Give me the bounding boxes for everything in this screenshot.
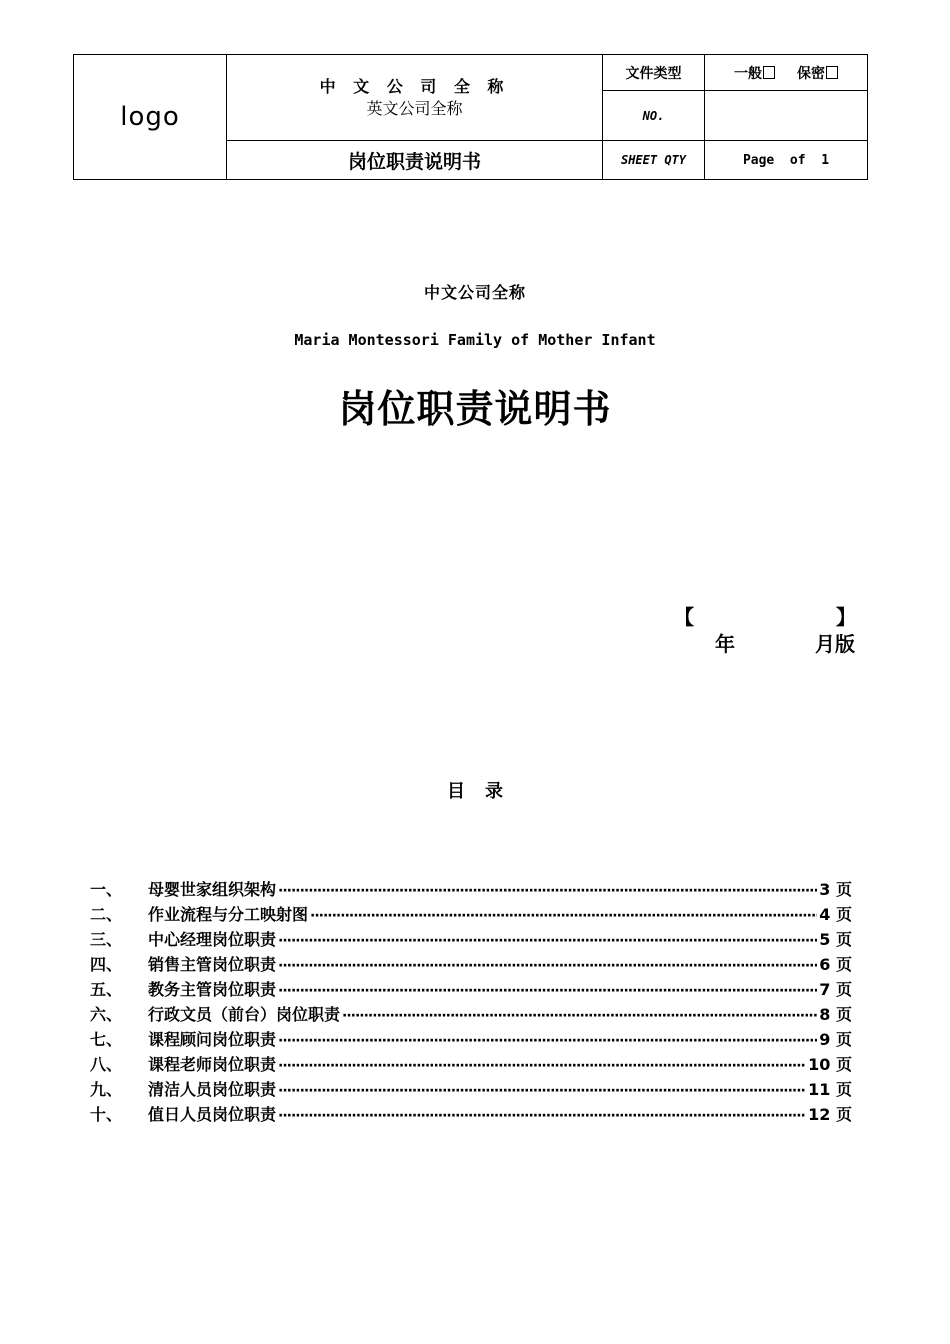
toc-leader-dots bbox=[310, 908, 817, 924]
toc-item-page: 8 页 bbox=[819, 1005, 852, 1024]
toc-leader-dots bbox=[278, 1058, 806, 1074]
toc-item-page: 3 页 bbox=[819, 880, 852, 899]
toc-item-title: 作业流程与分工映射图 bbox=[148, 905, 309, 924]
document-header-table bbox=[73, 54, 868, 180]
logo-placeholder: logo bbox=[74, 55, 227, 180]
page-info: Page of 1 bbox=[705, 141, 868, 180]
toc-item-title: 值日人员岗位职责 bbox=[148, 1105, 277, 1124]
cover-company-en: Maria Montessori Family of Mother Infant bbox=[294, 331, 656, 349]
company-name-cell bbox=[227, 55, 603, 141]
toc-item[interactable] bbox=[90, 952, 852, 977]
option-general-label: 一般 bbox=[734, 65, 762, 82]
file-type-label: 文件类型 bbox=[603, 55, 705, 91]
toc-leader-dots bbox=[278, 933, 817, 949]
toc-item[interactable] bbox=[90, 1002, 852, 1027]
version-month-label: 月版 bbox=[815, 632, 855, 656]
toc-item-number: 二、 bbox=[90, 905, 123, 924]
version-bracket-open: 【 bbox=[674, 605, 694, 629]
toc-heading: 目录 bbox=[447, 781, 523, 802]
company-name-en: 英文公司全称 bbox=[366, 98, 463, 118]
version-bracket-close: 】 bbox=[836, 605, 856, 629]
version-year-label: 年 bbox=[715, 632, 735, 656]
toc-item-number: 九、 bbox=[90, 1080, 123, 1099]
toc-leader-dots bbox=[278, 1083, 806, 1099]
toc-item-page: 4 页 bbox=[819, 905, 852, 924]
toc-item-title: 课程老师岗位职责 bbox=[148, 1055, 277, 1074]
cover-main-title: 岗位职责说明书 bbox=[338, 387, 612, 431]
toc-item-title: 课程顾问岗位职责 bbox=[148, 1030, 277, 1049]
toc-item[interactable] bbox=[90, 1077, 852, 1102]
toc-item-title: 销售主管岗位职责 bbox=[148, 955, 277, 974]
toc-item-page: 10 页 bbox=[808, 1055, 852, 1074]
option-confidential-label: 保密 bbox=[797, 65, 825, 82]
sheet-qty-label: SHEET QTY bbox=[603, 141, 705, 180]
company-name-cn: 中 文 公 司 全 称 bbox=[319, 76, 510, 96]
toc-item-page: 7 页 bbox=[819, 980, 852, 999]
no-value bbox=[705, 91, 868, 141]
toc-item[interactable] bbox=[90, 977, 852, 1002]
file-type-options bbox=[705, 55, 868, 91]
toc-item-number: 一、 bbox=[90, 880, 123, 899]
toc-leader-dots bbox=[278, 1108, 806, 1124]
header-doc-title: 岗位职责说明书 bbox=[227, 141, 603, 180]
toc-item-number: 五、 bbox=[90, 980, 123, 999]
toc-item-title: 清洁人员岗位职责 bbox=[148, 1080, 277, 1099]
toc-leader-dots bbox=[278, 1033, 817, 1049]
table-of-contents bbox=[90, 877, 852, 1127]
toc-item[interactable] bbox=[90, 1102, 852, 1127]
toc-item[interactable] bbox=[90, 1052, 852, 1077]
confidential-checkbox[interactable] bbox=[826, 66, 838, 79]
toc-item-title: 母婴世家组织架构 bbox=[148, 880, 277, 899]
toc-item-page: 5 页 bbox=[819, 930, 852, 949]
toc-leader-dots bbox=[278, 883, 817, 899]
toc-item-number: 四、 bbox=[90, 955, 123, 974]
toc-item-title: 行政文员（前台）岗位职责 bbox=[148, 1005, 341, 1024]
toc-item-page: 9 页 bbox=[819, 1030, 852, 1049]
general-checkbox[interactable] bbox=[763, 66, 775, 79]
toc-item-number: 六、 bbox=[90, 1005, 123, 1024]
toc-item-page: 6 页 bbox=[819, 955, 852, 974]
toc-leader-dots bbox=[342, 1008, 817, 1024]
cover-company-cn: 中文公司全称 bbox=[423, 283, 526, 302]
toc-item-number: 三、 bbox=[90, 930, 123, 949]
toc-leader-dots bbox=[278, 983, 817, 999]
toc-item-number: 十、 bbox=[90, 1105, 123, 1124]
toc-item-number: 八、 bbox=[90, 1055, 123, 1074]
toc-item-page: 12 页 bbox=[808, 1105, 852, 1124]
toc-item[interactable] bbox=[90, 877, 852, 902]
toc-item[interactable] bbox=[90, 1027, 852, 1052]
toc-item-title: 中心经理岗位职责 bbox=[148, 930, 277, 949]
toc-item-number: 七、 bbox=[90, 1030, 123, 1049]
no-label: NO. bbox=[603, 91, 705, 141]
toc-item-title: 教务主管岗位职责 bbox=[148, 980, 277, 999]
toc-leader-dots bbox=[278, 958, 817, 974]
toc-item[interactable] bbox=[90, 927, 852, 952]
toc-item[interactable] bbox=[90, 902, 852, 927]
toc-item-page: 11 页 bbox=[808, 1080, 852, 1099]
